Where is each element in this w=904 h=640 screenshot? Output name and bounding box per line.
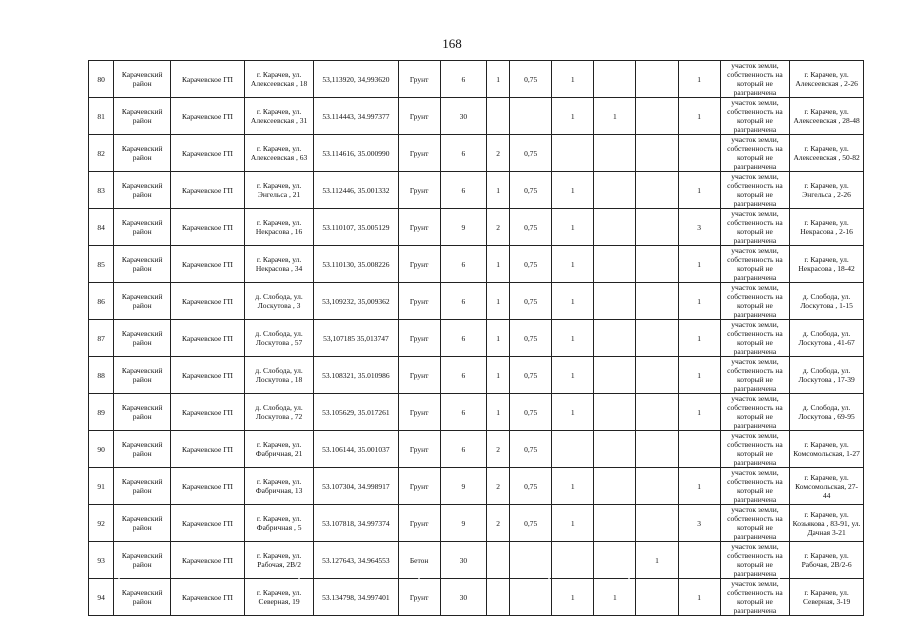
table-row (89, 209, 864, 246)
count-col-d-cell: 1 (678, 468, 720, 505)
table-row (89, 172, 864, 209)
row-number-cell: 87 (89, 320, 114, 357)
count-col-c-cell (636, 320, 678, 357)
district-cell: Карачевский район (114, 135, 171, 172)
count-col-c-cell (636, 209, 678, 246)
area-cell: 6 (440, 61, 486, 98)
settlement-cell: Карачевское ГП (171, 579, 245, 616)
count-col-a-cell: 1 (552, 209, 594, 246)
count-col-b-cell (594, 320, 636, 357)
area-cell: 9 (440, 468, 486, 505)
area-cell: 9 (440, 505, 486, 542)
coordinates-cell: 53,113920, 34,993620 (314, 61, 398, 98)
container-count-cell: 2 (486, 505, 509, 542)
served-addresses-cell: г. Карачев, ул. Алексеевская , 50-82 (790, 135, 864, 172)
table-row (89, 320, 864, 357)
count-col-a-cell: 1 (552, 98, 594, 135)
count-col-a-cell: 1 (552, 283, 594, 320)
area-cell: 6 (440, 172, 486, 209)
count-col-d-cell: 1 (678, 320, 720, 357)
district-cell: Карачевский район (114, 357, 171, 394)
container-count-cell: 2 (486, 135, 509, 172)
count-col-b-cell (594, 209, 636, 246)
surface-cell: Грунт (398, 98, 440, 135)
address-cell: д. Слобода, ул. Лоскутова , 3 (244, 283, 313, 320)
count-col-c-cell (636, 431, 678, 468)
count-col-b-cell: 1 (594, 98, 636, 135)
table-row (89, 468, 864, 505)
table-row (89, 283, 864, 320)
row-number-cell: 86 (89, 283, 114, 320)
container-volume-cell: 0,75 (510, 283, 552, 320)
container-count-cell: 2 (486, 209, 509, 246)
coordinates-cell: 53.107304, 34.998917 (314, 468, 398, 505)
area-cell: 30 (440, 579, 486, 616)
address-cell: г. Карачев, ул. Энгельса , 21 (244, 172, 313, 209)
count-col-a-cell: 1 (552, 320, 594, 357)
settlement-cell: Карачевское ГП (171, 357, 245, 394)
served-addresses-cell: г. Карачев, ул. Северная, 3-19 (790, 579, 864, 616)
coordinates-cell: 53,107185 35,013747 (314, 320, 398, 357)
container-volume-cell: 0,75 (510, 357, 552, 394)
coordinates-cell: 53.110107, 35.005129 (314, 209, 398, 246)
container-count-cell: 1 (486, 61, 509, 98)
count-col-c-cell (636, 135, 678, 172)
surface-cell: Грунт (398, 283, 440, 320)
settlement-cell: Карачевское ГП (171, 505, 245, 542)
container-count-cell: 1 (486, 394, 509, 431)
container-count-cell (486, 98, 509, 135)
district-cell: Карачевский район (114, 320, 171, 357)
coordinates-cell: 53.114616, 35.000990 (314, 135, 398, 172)
served-addresses-cell: г. Карачев, ул. Алексеевская , 28-48 (790, 98, 864, 135)
coordinates-cell: 53,109232, 35,009362 (314, 283, 398, 320)
count-col-b-cell (594, 394, 636, 431)
area-cell: 6 (440, 246, 486, 283)
count-col-d-cell: 1 (678, 61, 720, 98)
table-row (89, 542, 864, 579)
count-col-b-cell (594, 542, 636, 579)
container-count-cell: 2 (486, 431, 509, 468)
count-col-d-cell: 3 (678, 209, 720, 246)
area-cell: 30 (440, 542, 486, 579)
served-addresses-cell: г. Карачев, ул. Энгельса , 2-26 (790, 172, 864, 209)
surface-cell: Грунт (398, 579, 440, 616)
container-volume-cell: 0,75 (510, 61, 552, 98)
count-col-c-cell (636, 98, 678, 135)
surface-cell: Грунт (398, 468, 440, 505)
count-col-c-cell (636, 505, 678, 542)
count-col-a-cell: 1 (552, 357, 594, 394)
area-cell: 6 (440, 135, 486, 172)
container-count-cell: 1 (486, 357, 509, 394)
count-col-a-cell (552, 135, 594, 172)
scan-specks (88, 574, 864, 586)
container-volume-cell: 0,75 (510, 209, 552, 246)
page-number: 168 (442, 36, 462, 51)
row-number-cell: 92 (89, 505, 114, 542)
ownership-cell: участок земли, собственность на который не разграничена (720, 172, 789, 209)
coordinates-cell: 53.107818, 34.997374 (314, 505, 398, 542)
ownership-cell: участок земли, собственность на который не разграничена (720, 431, 789, 468)
settlement-cell: Карачевское ГП (171, 61, 245, 98)
count-col-a-cell: 1 (552, 61, 594, 98)
address-cell: г. Карачев, ул. Некрасова , 16 (244, 209, 313, 246)
count-col-a-cell: 1 (552, 172, 594, 209)
served-addresses-cell: д. Слобода, ул. Лоскутова , 69-95 (790, 394, 864, 431)
surface-cell: Грунт (398, 209, 440, 246)
count-col-a-cell: 1 (552, 246, 594, 283)
surface-cell: Грунт (398, 505, 440, 542)
count-col-a-cell (552, 431, 594, 468)
settlement-cell: Карачевское ГП (171, 283, 245, 320)
count-col-d-cell: 1 (678, 246, 720, 283)
row-number-cell: 91 (89, 468, 114, 505)
container-count-cell: 1 (486, 320, 509, 357)
row-number-cell: 80 (89, 61, 114, 98)
address-cell: г. Карачев, ул. Рабочая, 2В/2 (244, 542, 313, 579)
served-addresses-cell: д. Слобода, ул. Лоскутова , 41-67 (790, 320, 864, 357)
coordinates-cell: 53.110130, 35.008226 (314, 246, 398, 283)
address-cell: г. Карачев, ул. Алексеевская , 31 (244, 98, 313, 135)
count-col-c-cell (636, 468, 678, 505)
count-col-b-cell (594, 468, 636, 505)
count-col-b-cell (594, 246, 636, 283)
count-col-c-cell (636, 61, 678, 98)
count-col-b-cell (594, 135, 636, 172)
count-col-c-cell (636, 394, 678, 431)
count-col-b-cell (594, 283, 636, 320)
surface-cell: Грунт (398, 246, 440, 283)
settlement-cell: Карачевское ГП (171, 431, 245, 468)
ownership-cell: участок земли, собственность на который не разграничена (720, 98, 789, 135)
count-col-d-cell: 1 (678, 357, 720, 394)
count-col-d-cell: 1 (678, 283, 720, 320)
area-cell: 6 (440, 431, 486, 468)
district-cell: Карачевский район (114, 209, 171, 246)
count-col-c-cell (636, 283, 678, 320)
container-volume-cell: 0,75 (510, 505, 552, 542)
address-cell: г. Карачев, ул. Алексеевская , 18 (244, 61, 313, 98)
count-col-a-cell: 1 (552, 468, 594, 505)
row-number-cell: 84 (89, 209, 114, 246)
settlement-cell: Карачевское ГП (171, 468, 245, 505)
served-addresses-cell: г. Карачев, ул. Алексеевская , 2-26 (790, 61, 864, 98)
count-col-d-cell: 1 (678, 394, 720, 431)
count-col-a-cell: 1 (552, 505, 594, 542)
area-cell: 30 (440, 98, 486, 135)
ownership-cell: участок земли, собственность на который не разграничена (720, 357, 789, 394)
coordinates-cell: 53.112446, 35.001332 (314, 172, 398, 209)
container-volume-cell: 0,75 (510, 468, 552, 505)
ownership-cell: участок земли, собственность на который не разграничена (720, 394, 789, 431)
container-volume-cell: 0,75 (510, 394, 552, 431)
settlement-cell: Карачевское ГП (171, 542, 245, 579)
count-col-c-cell (636, 357, 678, 394)
surface-cell: Грунт (398, 357, 440, 394)
district-cell: Карачевский район (114, 468, 171, 505)
served-addresses-cell: д. Слобода, ул. Лоскутова , 1-15 (790, 283, 864, 320)
count-col-b-cell (594, 505, 636, 542)
count-col-c-cell (636, 172, 678, 209)
container-count-cell: 1 (486, 283, 509, 320)
table-row (89, 505, 864, 542)
row-number-cell: 89 (89, 394, 114, 431)
ownership-cell: участок земли, собственность на который не разграничена (720, 135, 789, 172)
served-addresses-cell: г. Карачев, ул. Козьякова , 83-91, ул. Дачная 3-21 (790, 505, 864, 542)
surface-cell: Грунт (398, 135, 440, 172)
district-cell: Карачевский район (114, 505, 171, 542)
area-cell: 6 (440, 283, 486, 320)
container-count-cell (486, 542, 509, 579)
count-col-c-cell (636, 246, 678, 283)
ownership-cell: участок земли, собственность на который не разграничена (720, 468, 789, 505)
count-col-d-cell: 1 (678, 579, 720, 616)
surface-cell: Грунт (398, 394, 440, 431)
count-col-a-cell: 1 (552, 394, 594, 431)
count-col-d-cell (678, 135, 720, 172)
district-cell: Карачевский район (114, 172, 171, 209)
district-cell: Карачевский район (114, 61, 171, 98)
container-volume-cell: 0,75 (510, 320, 552, 357)
district-cell: Карачевский район (114, 431, 171, 468)
count-col-d-cell: 3 (678, 505, 720, 542)
settlement-cell: Карачевское ГП (171, 172, 245, 209)
district-cell: Карачевский район (114, 98, 171, 135)
district-cell: Карачевский район (114, 283, 171, 320)
count-col-a-cell (552, 542, 594, 579)
district-cell: Карачевский район (114, 579, 171, 616)
coordinates-cell: 53.105629, 35.017261 (314, 394, 398, 431)
address-cell: г. Карачев, ул. Некрасова , 34 (244, 246, 313, 283)
count-col-d-cell (678, 431, 720, 468)
surface-cell: Бетон (398, 542, 440, 579)
table-row (89, 98, 864, 135)
count-col-b-cell (594, 431, 636, 468)
served-addresses-cell: г. Карачев, ул. Комсомольская, 27-44 (790, 468, 864, 505)
area-cell: 6 (440, 357, 486, 394)
container-volume-cell: 0,75 (510, 172, 552, 209)
address-cell: г. Карачев, ул. Алексеевская , 63 (244, 135, 313, 172)
surface-cell: Грунт (398, 320, 440, 357)
container-volume-cell: 0,75 (510, 135, 552, 172)
address-cell: г. Карачев, ул. Фабричная, 13 (244, 468, 313, 505)
address-cell: г. Карачев, ул. Северная, 19 (244, 579, 313, 616)
table-row (89, 246, 864, 283)
coordinates-cell: 53.108321, 35.010986 (314, 357, 398, 394)
row-number-cell: 82 (89, 135, 114, 172)
surface-cell: Грунт (398, 431, 440, 468)
table-row (89, 394, 864, 431)
ownership-cell: участок земли, собственность на который не разграничена (720, 579, 789, 616)
count-col-a-cell: 1 (552, 579, 594, 616)
served-addresses-cell: г. Карачев, ул. Некрасова , 2-16 (790, 209, 864, 246)
row-number-cell: 94 (89, 579, 114, 616)
settlement-cell: Карачевское ГП (171, 98, 245, 135)
row-number-cell: 93 (89, 542, 114, 579)
settlement-cell: Карачевское ГП (171, 394, 245, 431)
count-col-b-cell (594, 172, 636, 209)
container-volume-cell (510, 542, 552, 579)
coordinates-cell: 53.127643, 34.964553 (314, 542, 398, 579)
coordinates-cell: 53.114443, 34.997377 (314, 98, 398, 135)
table-row (89, 357, 864, 394)
ownership-cell: участок земли, собственность на который не разграничена (720, 320, 789, 357)
container-volume-cell (510, 98, 552, 135)
ownership-cell: участок земли, собственность на который не разграничена (720, 61, 789, 98)
address-cell: г. Карачев, ул. Фабричная, 21 (244, 431, 313, 468)
address-cell: г. Карачев, ул. Фабричная , 5 (244, 505, 313, 542)
row-number-cell: 88 (89, 357, 114, 394)
table-body (89, 61, 864, 616)
surface-cell: Грунт (398, 172, 440, 209)
served-addresses-cell: г. Карачев, ул. Некрасова , 18-42 (790, 246, 864, 283)
address-cell: д. Слобода, ул. Лоскутова , 18 (244, 357, 313, 394)
address-cell: д. Слобода, ул. Лоскутова , 57 (244, 320, 313, 357)
coordinates-cell: 53.134798, 34.997401 (314, 579, 398, 616)
ownership-cell: участок земли, собственность на который не разграничена (720, 283, 789, 320)
ownership-cell: участок земли, собственность на который не разграничена (720, 246, 789, 283)
container-volume-cell: 0,75 (510, 431, 552, 468)
ownership-cell: участок земли, собственность на который не разграничена (720, 209, 789, 246)
settlement-cell: Карачевское ГП (171, 135, 245, 172)
served-addresses-cell: д. Слобода, ул. Лоскутова , 17-39 (790, 357, 864, 394)
served-addresses-cell: г. Карачев, ул. Комсомольская, 1-27 (790, 431, 864, 468)
container-count-cell: 2 (486, 468, 509, 505)
row-number-cell: 90 (89, 431, 114, 468)
row-number-cell: 81 (89, 98, 114, 135)
surface-cell: Грунт (398, 61, 440, 98)
container-count-cell: 1 (486, 246, 509, 283)
count-col-c-cell: 1 (636, 542, 678, 579)
container-volume-cell: 0,75 (510, 246, 552, 283)
district-cell: Карачевский район (114, 394, 171, 431)
container-count-cell: 1 (486, 172, 509, 209)
count-col-d-cell: 1 (678, 98, 720, 135)
ownership-cell: участок земли, собственность на который не разграничена (720, 542, 789, 579)
count-col-d-cell (678, 542, 720, 579)
row-number-cell: 83 (89, 172, 114, 209)
settlement-cell: Карачевское ГП (171, 320, 245, 357)
settlement-cell: Карачевское ГП (171, 246, 245, 283)
table-row (89, 61, 864, 98)
address-cell: д. Слобода, ул. Лоскутова , 72 (244, 394, 313, 431)
table-row (89, 431, 864, 468)
count-col-b-cell: 1 (594, 579, 636, 616)
area-cell: 6 (440, 394, 486, 431)
served-addresses-cell: г. Карачев, ул. Рабочая, 2В/2-6 (790, 542, 864, 579)
table-row (89, 135, 864, 172)
district-cell: Карачевский район (114, 246, 171, 283)
row-number-cell: 85 (89, 246, 114, 283)
count-col-b-cell (594, 357, 636, 394)
area-cell: 6 (440, 320, 486, 357)
container-sites-table (88, 60, 864, 616)
count-col-b-cell (594, 61, 636, 98)
ownership-cell: участок земли, собственность на который не разграничена (720, 505, 789, 542)
coordinates-cell: 53.106144, 35.001037 (314, 431, 398, 468)
count-col-d-cell: 1 (678, 172, 720, 209)
area-cell: 9 (440, 209, 486, 246)
settlement-cell: Карачевское ГП (171, 209, 245, 246)
district-cell: Карачевский район (114, 542, 171, 579)
